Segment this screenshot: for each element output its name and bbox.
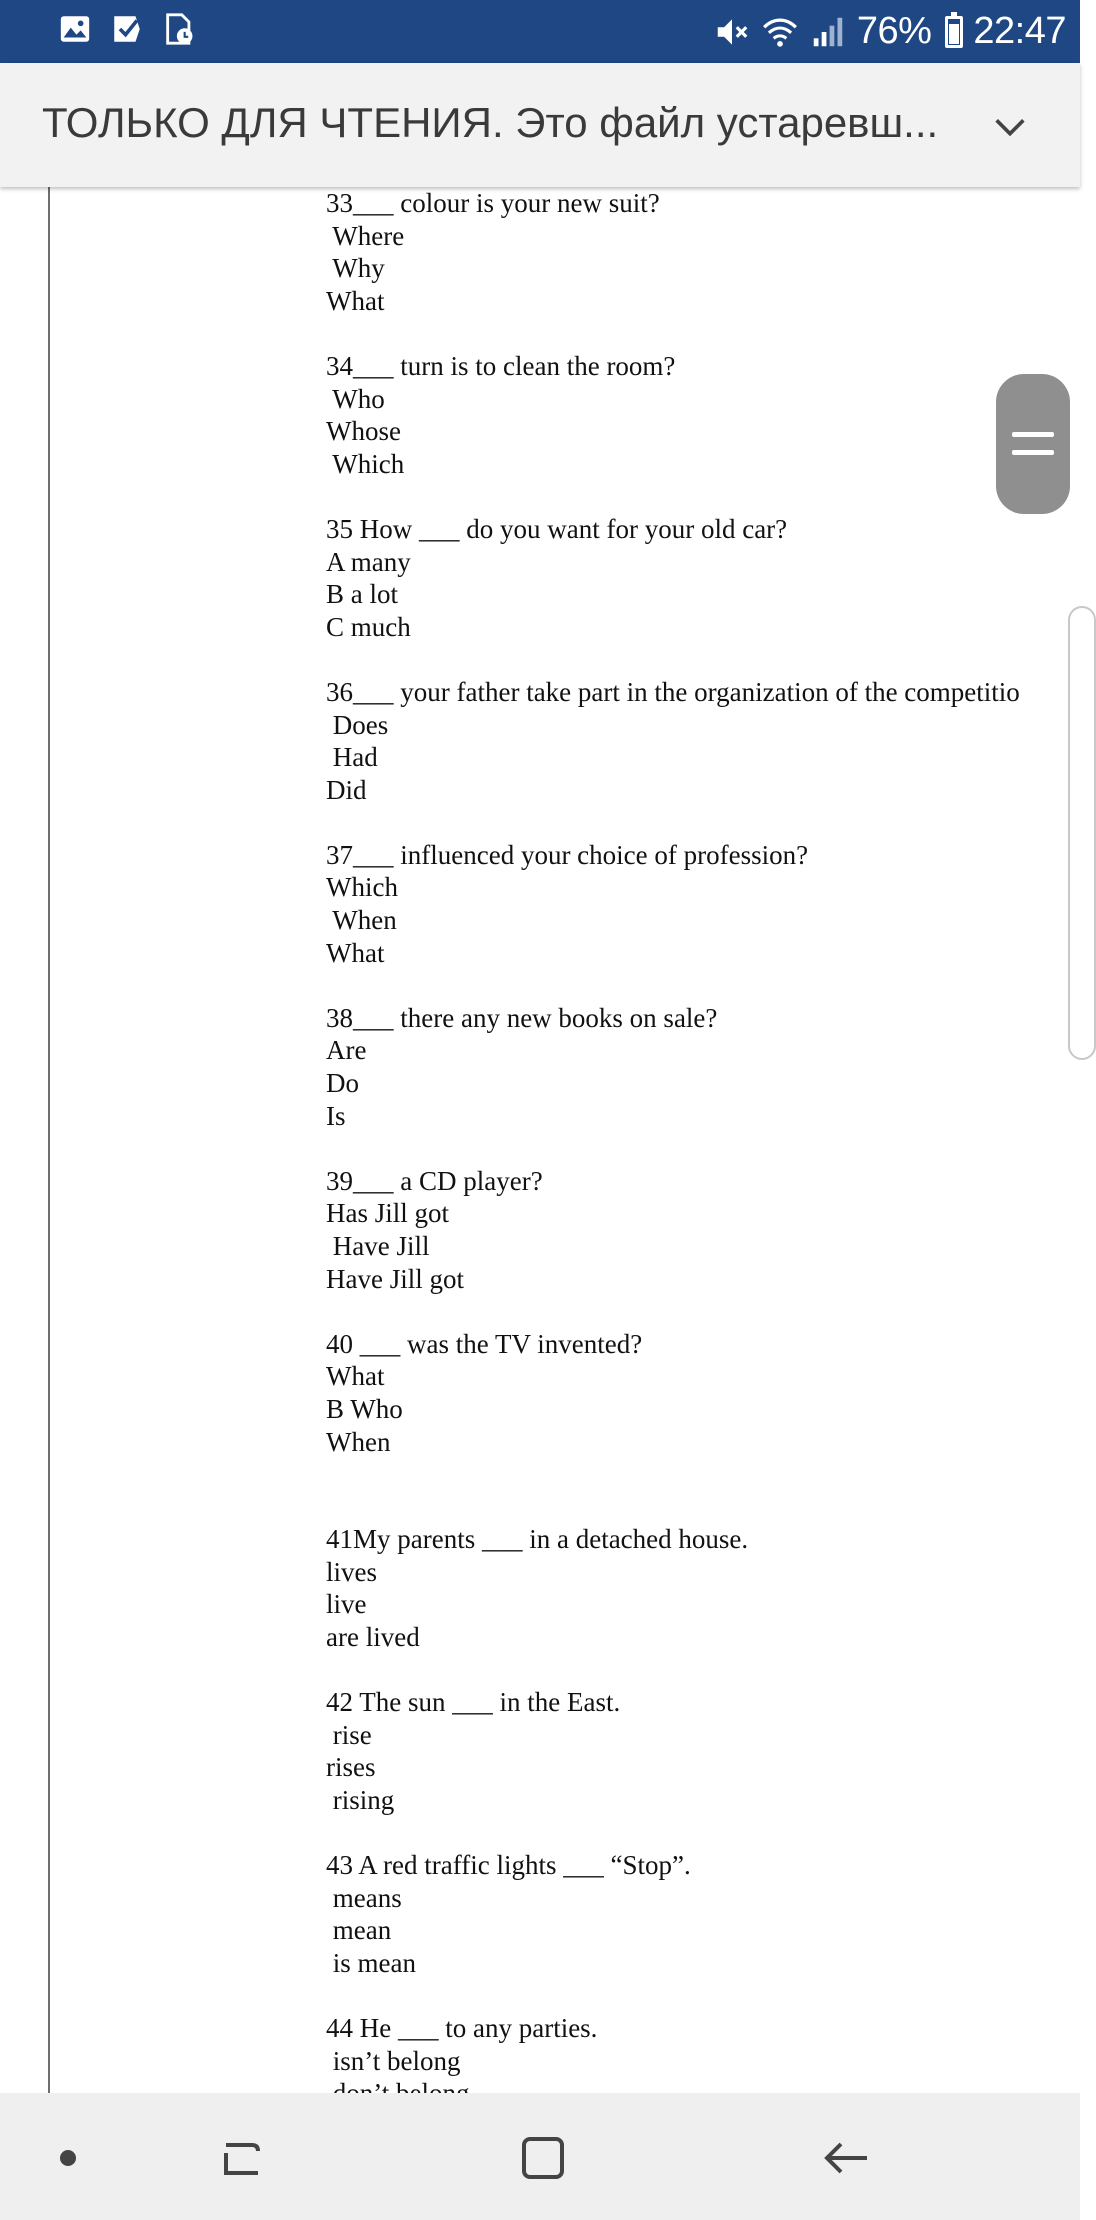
question-text: 36___ your father take part in the organization of the competitio xyxy=(326,676,1020,707)
option: When xyxy=(326,905,397,936)
status-left-icons xyxy=(58,12,196,46)
question-text: 44 He ___ to any parties. xyxy=(326,2013,598,2044)
question-35 xyxy=(326,513,1020,643)
edge-panel-handle[interactable] xyxy=(1068,606,1096,1060)
question-40 xyxy=(326,1328,1020,1458)
option: What xyxy=(326,1361,385,1392)
question-text: 38___ there any new books on sale? xyxy=(326,1002,718,1033)
option: Have Jill got xyxy=(326,1263,464,1294)
option: mean xyxy=(326,1915,392,1946)
option: lives xyxy=(326,1556,377,1587)
status-right xyxy=(713,0,1080,63)
question-text: 34___ turn is to clean the room? xyxy=(326,350,676,381)
check-notification-icon xyxy=(110,12,144,46)
option: When xyxy=(326,1426,391,1457)
question-text: 42 The sun ___ in the East. xyxy=(326,1687,621,1718)
clock: 22:47 xyxy=(973,10,1066,52)
home-icon[interactable] xyxy=(508,2123,578,2193)
question-34 xyxy=(326,350,1020,480)
status-bar xyxy=(0,0,1080,63)
document-view[interactable] xyxy=(0,187,1080,2093)
question-42 xyxy=(326,1686,1020,1816)
fast-scroll-handle[interactable] xyxy=(996,374,1070,514)
option: Have Jill xyxy=(326,1231,430,1261)
option: B a lot xyxy=(326,579,398,610)
option: rises xyxy=(326,1752,376,1783)
mute-icon xyxy=(713,13,751,51)
option: Why xyxy=(326,253,385,284)
option: Are xyxy=(326,1035,367,1066)
battery-icon xyxy=(945,16,963,48)
option: Do xyxy=(326,1068,359,1099)
option: Whose xyxy=(326,416,401,447)
question-text: 37___ influenced your choice of profession? xyxy=(326,839,809,870)
navigation-bar xyxy=(0,2093,1080,2220)
document-text xyxy=(326,187,1020,2142)
option: A many xyxy=(326,546,411,577)
option: isn’t belong xyxy=(326,2045,461,2076)
option: means xyxy=(326,1882,402,1913)
question-43 xyxy=(326,1849,1020,1979)
question-33 xyxy=(326,187,1020,317)
gallery-icon xyxy=(58,12,92,46)
option: live xyxy=(326,1589,367,1620)
option: Had xyxy=(326,742,378,773)
question-38 xyxy=(326,1002,1020,1132)
banner-title: ТОЛЬКО ДЛЯ ЧТЕНИЯ. Это файл устаревш... xyxy=(42,99,939,146)
option: Where xyxy=(326,220,405,251)
option: rise xyxy=(326,1719,372,1750)
option: Has Jill got xyxy=(326,1198,450,1229)
question-39 xyxy=(326,1165,1020,1295)
file-clock-icon xyxy=(162,12,196,46)
back-icon[interactable] xyxy=(811,2123,881,2193)
option: What xyxy=(326,937,385,968)
option: Which xyxy=(326,448,405,479)
question-41 xyxy=(326,1523,1020,1653)
signal-icon xyxy=(809,13,847,51)
battery-percent: 76% xyxy=(856,10,932,52)
question-36 xyxy=(326,676,1020,806)
question-text: 35 How ___ do you want for your old car? xyxy=(326,513,788,544)
question-text: 40 ___ was the TV invented? xyxy=(326,1328,643,1359)
question-text: 33___ colour is your new suit? xyxy=(326,188,660,218)
question-text: 43 A red traffic lights ___ “Stop”. xyxy=(326,1850,691,1881)
page-left-border xyxy=(48,187,50,2093)
recent-apps-icon[interactable] xyxy=(206,2123,276,2193)
option: are lived xyxy=(326,1621,420,1652)
option: Does xyxy=(326,709,389,740)
option: rising xyxy=(326,1784,395,1815)
option: C much xyxy=(326,611,411,642)
option: Which xyxy=(326,872,398,903)
dot-icon[interactable] xyxy=(33,2123,103,2193)
chevron-down-icon[interactable] xyxy=(990,107,1030,147)
question-text: 39___ a CD player? xyxy=(326,1165,543,1196)
option: Did xyxy=(326,774,367,805)
option: B Who xyxy=(326,1393,403,1424)
option: What xyxy=(326,285,385,316)
option: is mean xyxy=(326,1947,416,1978)
option: Is xyxy=(326,1100,346,1131)
option: Who xyxy=(326,383,385,414)
read-only-banner[interactable] xyxy=(0,63,1080,187)
question-37 xyxy=(326,839,1020,969)
wifi-icon xyxy=(761,13,799,51)
question-text: 41My parents ___ in a detached house. xyxy=(326,1524,749,1555)
